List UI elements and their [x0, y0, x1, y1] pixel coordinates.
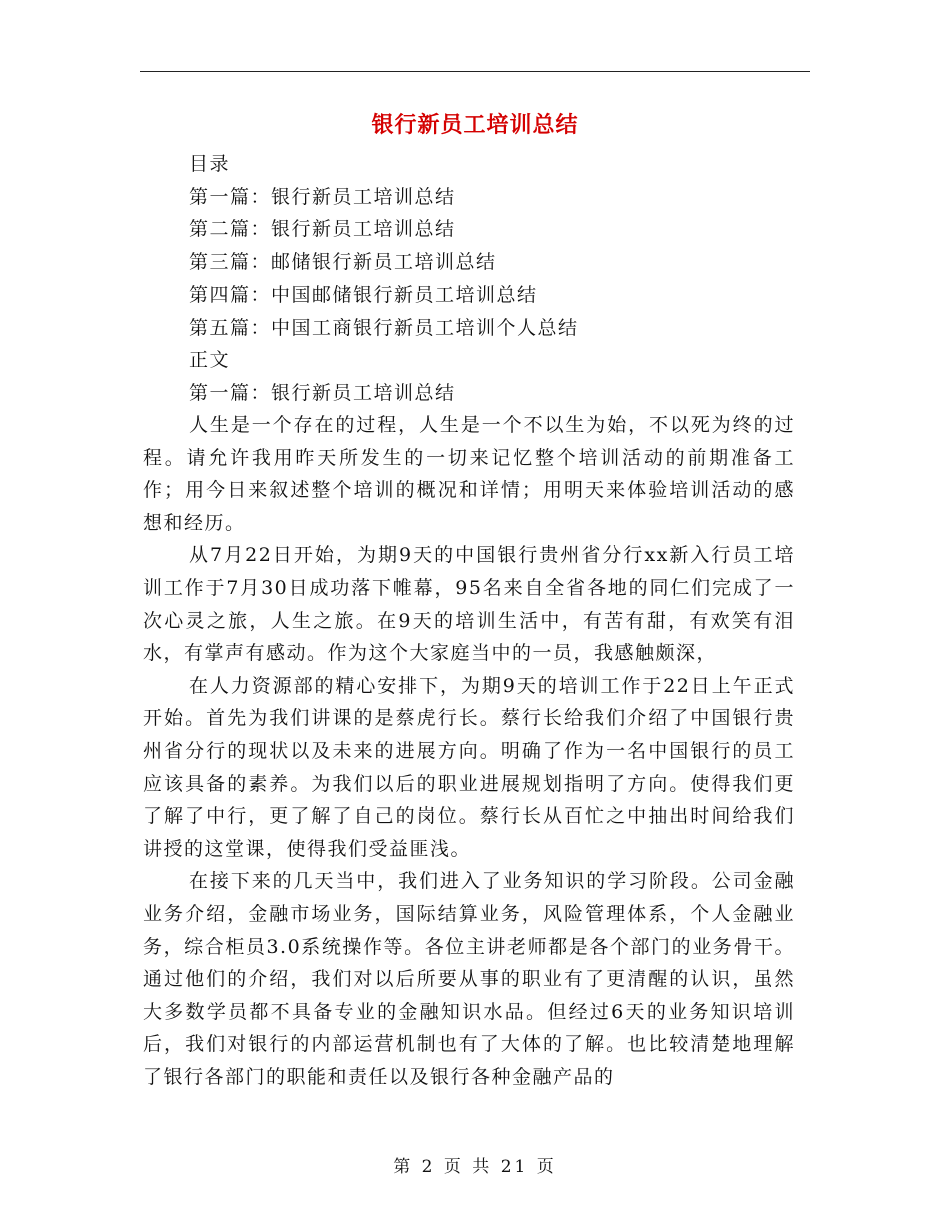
paragraph: 在接下来的几天当中，我们进入了业务知识的学习阶段。公司金融业务介绍，金融市场业务，国际结算业务，风险管理体系，个人金融业务，综合柜员3.0系统操作等。各位主讲老师都是各个部门的业务骨干。通过他们的介绍，我们对以后所要从事的职业有了更清醒的认识，虽然大多数学员都不具备专业的金融知识水品。但经过6天的业务知识培训后，我们对银行的内部运营机制也有了大体的了解。也比较清楚地理解了银行各部门的职能和责任以及银行各种金融产品的 [143, 870, 795, 1088]
section-heading: 第一篇：银行新员工培训总结 [189, 381, 456, 404]
toc-item: 第四篇：中国邮储银行新员工培训总结 [189, 283, 538, 306]
toc-item: 第三篇：邮储银行新员工培训总结 [189, 251, 497, 274]
page-footer: 第 2 页 共 21 页 [393, 1157, 557, 1177]
body-heading: 正文 [189, 349, 231, 372]
paragraph: 人生是一个存在的过程，人生是一个不以生为始，不以死为终的过程。请允许我用昨天所发生的一切来记忆整个培训活动的前期准备工作；用今日来叙述整个培训的概况和详情；用明天来体验培训活动的感想和经历。 [143, 414, 795, 534]
paragraph: 从7月22日开始，为期9天的中国银行贵州省分行xx新入行员工培训工作于7月30日成功落下帷幕，95名来自全省各地的同仁们完成了一次心灵之旅，人生之旅。在9天的培训生活中，有苦有甜，有欢笑有泪水，有掌声有感动。作为这个大家庭当中的一员，我感触颇深， [143, 544, 795, 665]
document-body [143, 409, 795, 1093]
toc-item: 第二篇：银行新员工培训总结 [189, 218, 456, 241]
paragraph: 在人力资源部的精心安排下，为期9天的培训工作于22日上午正式开始。首先为我们讲课的是蔡虎行长。蔡行长给我们介绍了中国银行贵州省分行的现状以及未来的进展方向。明确了作为一名中国银行的员工应该具备的素养。为我们以后的职业进展规划指明了方向。使得我们更了解了中行，更了解了自己的岗位。蔡行长从百忙之中抽出时间给我们讲授的这堂课，使得我们受益匪浅。 [143, 674, 795, 860]
toc-item: 第五篇：中国工商银行新员工培训个人总结 [189, 316, 579, 339]
document-title: 银行新员工培训总结 [371, 112, 579, 138]
toc-heading: 目录 [189, 153, 231, 175]
table-of-contents [189, 148, 579, 410]
header-rule [140, 71, 810, 72]
toc-item: 第一篇：银行新员工培训总结 [189, 185, 456, 208]
